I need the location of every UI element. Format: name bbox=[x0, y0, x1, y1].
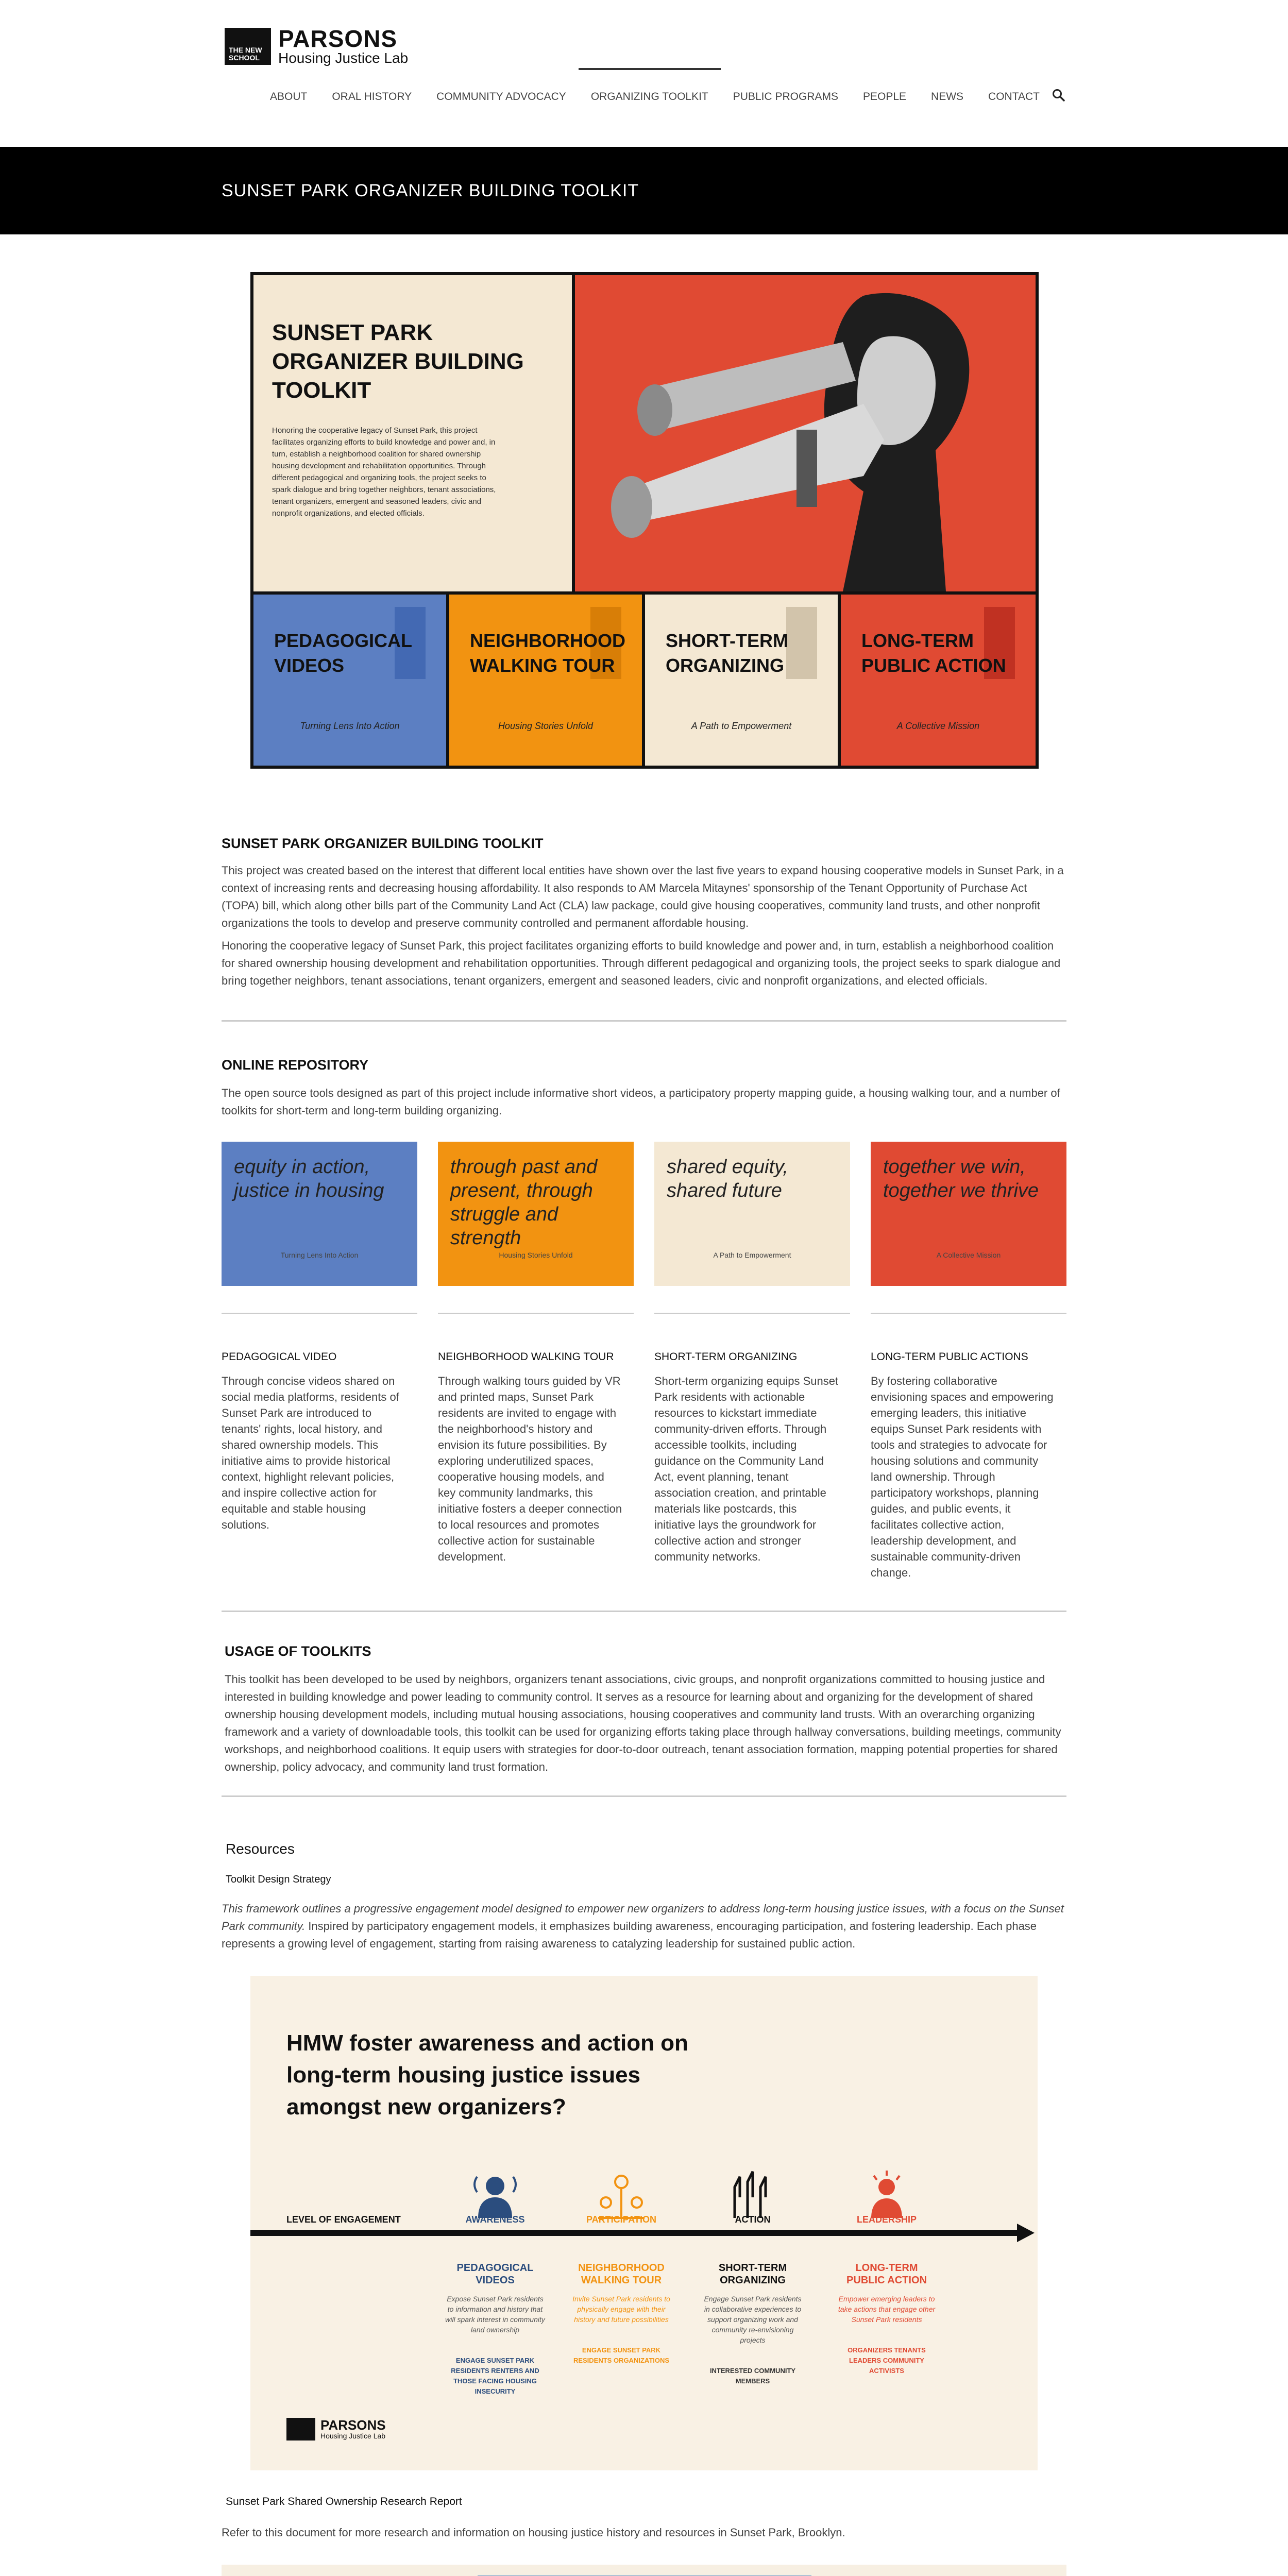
nav-item-about[interactable]: ABOUT bbox=[270, 91, 308, 103]
nav-item-people[interactable]: PEOPLE bbox=[862, 91, 907, 103]
new-school-logo-box: THE NEW SCHOOL bbox=[225, 28, 271, 65]
repo-card-videos[interactable] bbox=[222, 1142, 417, 1286]
strategy-italic: This framework outlines a progressive engagement model designed to empower new organizers to address long-term housing justice issues, with a focus on the Sunset Park community. bbox=[222, 1902, 1064, 1933]
column-title-short-term[interactable]: SHORT-TERM ORGANIZING bbox=[654, 1351, 798, 1363]
divider bbox=[438, 1313, 634, 1314]
stage-action: ACTION bbox=[735, 2214, 771, 2225]
card-subtitle: Housing Stories Unfold bbox=[499, 1251, 573, 1259]
tile-subtitle: Housing Stories Unfold bbox=[498, 721, 594, 731]
search-icon[interactable] bbox=[1052, 89, 1065, 105]
engagement-arrow bbox=[250, 2230, 1027, 2236]
tile-title: NEIGHBORHOOD WALKING TOUR bbox=[470, 630, 626, 676]
megaphone-photo bbox=[575, 275, 1036, 591]
column-audience: ORGANIZERS TENANTS LEADERS COMMUNITY ACTIVISTS bbox=[848, 2346, 926, 2375]
framework-graphic bbox=[250, 1976, 1038, 2470]
divider bbox=[222, 1611, 1066, 1612]
issuu-document-viewer[interactable] bbox=[222, 2565, 1066, 2576]
tile-title: SHORT-TERM ORGANIZING bbox=[666, 630, 788, 676]
column-audience: ENGAGE SUNSET PARK RESIDENTS RENTERS AND THOSE FACING HOUSING INSECURITY bbox=[451, 2357, 539, 2395]
tile-subtitle: A Collective Mission bbox=[896, 721, 980, 731]
tile-title: PEDAGOGICAL VIDEOS bbox=[274, 630, 412, 676]
logo-subtitle: Housing Justice Lab bbox=[278, 50, 409, 66]
repository-heading: ONLINE REPOSITORY bbox=[222, 1057, 369, 1073]
page-title-banner bbox=[0, 147, 1288, 234]
toolkit-hero-image bbox=[250, 272, 1039, 769]
repo-card-short-term[interactable] bbox=[654, 1142, 850, 1286]
repository-text: The open source tools designed as part of this project include informative short videos, a participatory property mapping guide, a housing walking tour, and a number of toolkits for short-term and long-term building organizing. bbox=[222, 1087, 1060, 1117]
site-logo[interactable] bbox=[225, 27, 408, 66]
column-tool: PEDAGOGICAL VIDEOS bbox=[456, 2262, 534, 2286]
stage-awareness: AWARENESS bbox=[465, 2214, 525, 2225]
nav-item-oral-history[interactable]: ORAL HISTORY bbox=[332, 91, 412, 103]
intro-paragraph-2: Honoring the cooperative legacy of Sunset Park, this project facilitates organizing efforts to build knowledge and power and, in turn, establish a neighborhood coalition for shared ownership housing development and rehabilitation opportunities. Through different pedagogical and organizing tools, the project seeks to spark dialogue and bring together neighbors, tenant associations, tenant organizers, emergent and seasoned leaders, civic and nonprofit organizations, and elected officials. bbox=[222, 939, 1061, 987]
tile-pedagogical-videos bbox=[253, 595, 446, 766]
framework-column-participation bbox=[570, 2262, 673, 2366]
column-text-videos: Through concise videos shared on social media platforms, residents of Sunset Park are introduced to tenants' rights, local history, and shared ownership models. This initiative aims to provide historical context, highlight relevant policies, and inspire collective action for equitable and stable housing solutions. bbox=[222, 1375, 399, 1531]
column-tool: NEIGHBORHOOD WALKING TOUR bbox=[578, 2262, 665, 2286]
column-audience: ENGAGE SUNSET PARK RESIDENTS ORGANIZATIONS bbox=[573, 2346, 670, 2364]
divider bbox=[222, 1020, 1066, 1022]
column-tool: SHORT-TERM ORGANIZING bbox=[718, 2262, 787, 2286]
column-text-long-term: By fostering collaborative envisioning spaces and empowering emerging leaders, this initiative equips Sunset Park residents with tools and strategies to advocate for housing solutions and community land ownership. Through participatory workshops, planning guides, and public events, it facilitates collective action, leadership development, and sustainable community-driven change. bbox=[871, 1375, 1054, 1579]
column-title-long-term[interactable]: LONG-TERM PUBLIC ACTIONS bbox=[871, 1351, 1028, 1363]
stage-leadership: LEADERSHIP bbox=[856, 2214, 917, 2225]
tile-subtitle: Turning Lens Into Action bbox=[300, 721, 400, 731]
divider bbox=[654, 1313, 850, 1314]
divider bbox=[871, 1313, 1066, 1314]
card-slogan: through past and present, through struggle and strength bbox=[450, 1156, 598, 1249]
nav-item-public-programs[interactable]: PUBLIC PROGRAMS bbox=[733, 91, 838, 103]
new-school-logo-box bbox=[286, 2418, 315, 2441]
report-text: Refer to this document for more research and information on housing justice history and resources in Sunset Park, Brooklyn. bbox=[222, 2526, 845, 2539]
card-subtitle: A Collective Mission bbox=[936, 1251, 1001, 1259]
framework-column-awareness bbox=[444, 2262, 547, 2397]
strategy-text: Inspired by participatory engagement models, it emphasizes building awareness, encouraging participation, and fostering leadership. Each phase represents a growing level of engagement, starting from raising awareness to catalyzing leadership for sustained public action. bbox=[222, 1920, 1037, 1950]
strategy-title: Toolkit Design Strategy bbox=[226, 1874, 331, 1885]
arrow-head-icon bbox=[1017, 2224, 1035, 2242]
logo-title: PARSONS bbox=[278, 25, 398, 52]
framework-logo-sub: Housing Justice Lab bbox=[320, 2432, 386, 2440]
report-title: Sunset Park Shared Ownership Research Report bbox=[226, 2496, 462, 2507]
intro-paragraph-1: This project was created based on the interest that different local entities have shown over the last five years to expand housing cooperative models in Sunset Park, in a context of increasing rents and decreasing housing affordability. It also responds to AM Marcela Mitaynes' sponsorship of the Tenant Opportunity of Purchase Act (TOPA) bill, which along other bills part of the Community Land Act (CLA) law package, could give housing cooperatives, community land trusts, and other nonprofit organizations the tools to develop and preserve community controlled and permanent affordable housing. bbox=[222, 864, 1064, 929]
hero-blurb: Honoring the cooperative legacy of Sunset Park, this project facilitates organizing efforts to build knowledge and power and, in turn, establish a neighborhood coalition for shared ownership housing development and rehabilitation opportunities. Through different pedagogical and organizing tools, the project seeks to spark dialogue and bring together neighbors, tenant associations, tenant organizers, emergent and seasoned leaders, civic and nonprofit organizations, and elected officials. bbox=[272, 426, 496, 518]
column-title-videos[interactable]: PEDAGOGICAL VIDEO bbox=[222, 1351, 337, 1363]
nav-item-news[interactable]: NEWS bbox=[931, 91, 964, 103]
card-slogan: together we win, together we thrive bbox=[883, 1156, 1039, 1201]
column-text-walking-tour: Through walking tours guided by VR and printed maps, Sunset Park residents are invited to engage with the neighborhood's history and envision its future possibilities. By exploring underutilized spaces, cooperative housing models, and key community landmarks, this initiative fosters a deeper connection to local resources and promotes collective action for sustainable development. bbox=[438, 1375, 622, 1563]
column-description: Expose Sunset Park residents to information and history that will spark interest in community land ownership bbox=[445, 2295, 545, 2334]
card-subtitle: Turning Lens Into Action bbox=[280, 1251, 359, 1259]
hero-title: SUNSET PARK ORGANIZER BUILDING TOOLKIT bbox=[272, 320, 524, 403]
repo-card-long-term[interactable] bbox=[871, 1142, 1066, 1286]
column-tool: LONG-TERM PUBLIC ACTION bbox=[846, 2262, 927, 2286]
stage-participation: PARTICIPATION bbox=[586, 2214, 656, 2225]
framework-logo-name: PARSONS bbox=[320, 2417, 386, 2433]
framework-title: HMW foster awareness and action on long-term housing justice issues amongst new organizers? bbox=[286, 2030, 688, 2120]
hero-title-panel bbox=[253, 275, 572, 591]
card-subtitle: A Path to Empowerment bbox=[713, 1251, 791, 1259]
column-description: Empower emerging leaders to take actions that engage other Sunset Park residents bbox=[838, 2295, 936, 2324]
main-navigation bbox=[258, 91, 1052, 103]
column-description: Engage Sunset Park residents in collaborative experiences to support organizing work and community re-envisioning projects bbox=[704, 2295, 802, 2344]
intro-heading: SUNSET PARK ORGANIZER BUILDING TOOLKIT bbox=[222, 836, 544, 851]
divider bbox=[222, 1795, 1066, 1797]
usage-heading: USAGE OF TOOLKITS bbox=[225, 1643, 371, 1659]
column-text-short-term: Short-term organizing equips Sunset Park residents with actionable resources to kickstart immediate community-driven efforts. Through accessible toolkits, including guidance on the Community Land Act, event planning, tenant association creation, and printable materials like postcards, this initiative lays the groundwork for collective action and stronger community networks. bbox=[654, 1375, 839, 1563]
card-slogan: equity in action, justice in housing bbox=[234, 1156, 384, 1201]
usage-text: This toolkit has been developed to be used by neighbors, organizers tenant associations, civic groups, and nonprofit organizations committed to housing justice and interested in building knowledge and power leading to community control. It serves as a resource for learning about and organizing for the development of shared ownership housing development models, including mutual housing associations, housing cooperatives and community land trusts. With an overarching organizing framework and a variety of downloadable tools, this toolkit can be used for organizing efforts taking place through hallway conversations, building meetings, community workshops, and neighborhood coalitions. It equip users with strategies for door-to-door outreach, tenant association formation, mapping potential properties for shared ownership, policy advocacy, and community land trust formation. bbox=[225, 1673, 1061, 1773]
level-of-engagement-label: LEVEL OF ENGAGEMENT bbox=[286, 2214, 401, 2225]
column-audience: INTERESTED COMMUNITY MEMBERS bbox=[709, 2367, 796, 2385]
tile-neighborhood-walking-tour bbox=[449, 595, 642, 766]
nav-item-contact[interactable]: CONTACT bbox=[988, 91, 1040, 103]
nav-item-community-advocacy[interactable]: COMMUNITY ADVOCACY bbox=[436, 91, 566, 103]
divider bbox=[222, 1313, 417, 1314]
framework-column-action bbox=[701, 2262, 804, 2386]
column-description: Invite Sunset Park residents to physically engage with their history and future possibilities bbox=[572, 2295, 670, 2324]
tile-short-term-organizing bbox=[645, 595, 838, 766]
column-title-walking-tour[interactable]: NEIGHBORHOOD WALKING TOUR bbox=[438, 1351, 614, 1363]
framework-column-leadership bbox=[835, 2262, 938, 2376]
nav-item-organizing-toolkit[interactable]: ORGANIZING TOOLKIT bbox=[579, 91, 721, 103]
framework-logo bbox=[286, 2418, 386, 2441]
repo-card-walking-tour[interactable] bbox=[438, 1142, 634, 1286]
tile-title: LONG-TERM PUBLIC ACTION bbox=[861, 630, 1006, 676]
resources-heading: Resources bbox=[226, 1841, 295, 1857]
tile-subtitle: A Path to Empowerment bbox=[691, 721, 792, 731]
page-title: SUNSET PARK ORGANIZER BUILDING TOOLKIT bbox=[222, 181, 639, 200]
tile-long-term-public-action bbox=[841, 595, 1036, 766]
card-slogan: shared equity, shared future bbox=[667, 1156, 788, 1201]
